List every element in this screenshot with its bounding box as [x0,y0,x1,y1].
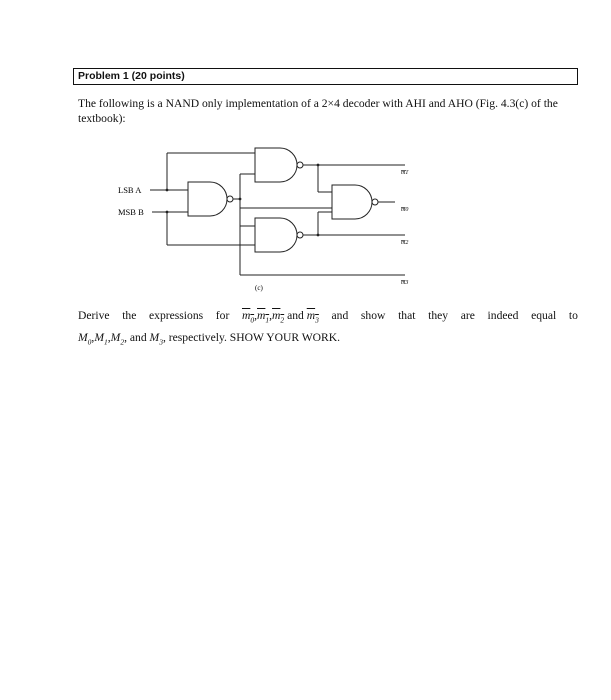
problem-title-box [73,68,578,85]
inversion-bubble-left [227,196,233,202]
word-and: and [331,309,349,322]
nand-gate-left [188,182,227,216]
input-a-label: LSB A [118,185,142,195]
word-to: to [568,309,578,322]
output-label-m1: m1 [401,170,409,176]
input-b-label: MSB B [118,207,144,217]
minterm-list: $m_0,m_1,m_2$ and $m_3$ [241,309,319,325]
derive-line-1 [78,307,578,329]
word-they: they [428,309,449,322]
output-label-m3: m3 [401,280,409,286]
derive-paragraph [78,307,578,352]
derive-line-2: $M_0,M_1,M_2$, and $M_3$, respectively. SHOW YOUR WORK. [78,331,341,347]
word-that: that [398,309,416,322]
nand-gate-right [332,185,372,219]
word-show: show [360,309,386,322]
word-the: the [122,309,137,322]
word-derive: Derive [78,309,110,322]
word-for: for [215,309,230,322]
nand-gate-bottom [255,218,297,252]
intro-paragraph: The following is a NAND only implementation of a 2×4 decoder with AHI and AHO (Fig. 4.3(c) of the textbook): [78,97,558,125]
word-expressions: expressions [149,309,204,322]
output-label-m0: m0 [401,207,409,213]
inversion-bubble-bottom [297,232,303,238]
nand-decoder-circuit [110,140,440,305]
word-equal: equal [531,309,557,322]
inversion-bubble-top [297,162,303,168]
figure-caption: (c) [255,284,263,292]
problem-title: Problem 1 (20 points) [78,70,185,82]
output-label-m2: m2 [401,240,409,246]
word-are: are [460,309,475,322]
nand-gate-top [255,148,297,182]
inversion-bubble-right [372,199,378,205]
word-indeed: indeed [487,309,519,322]
